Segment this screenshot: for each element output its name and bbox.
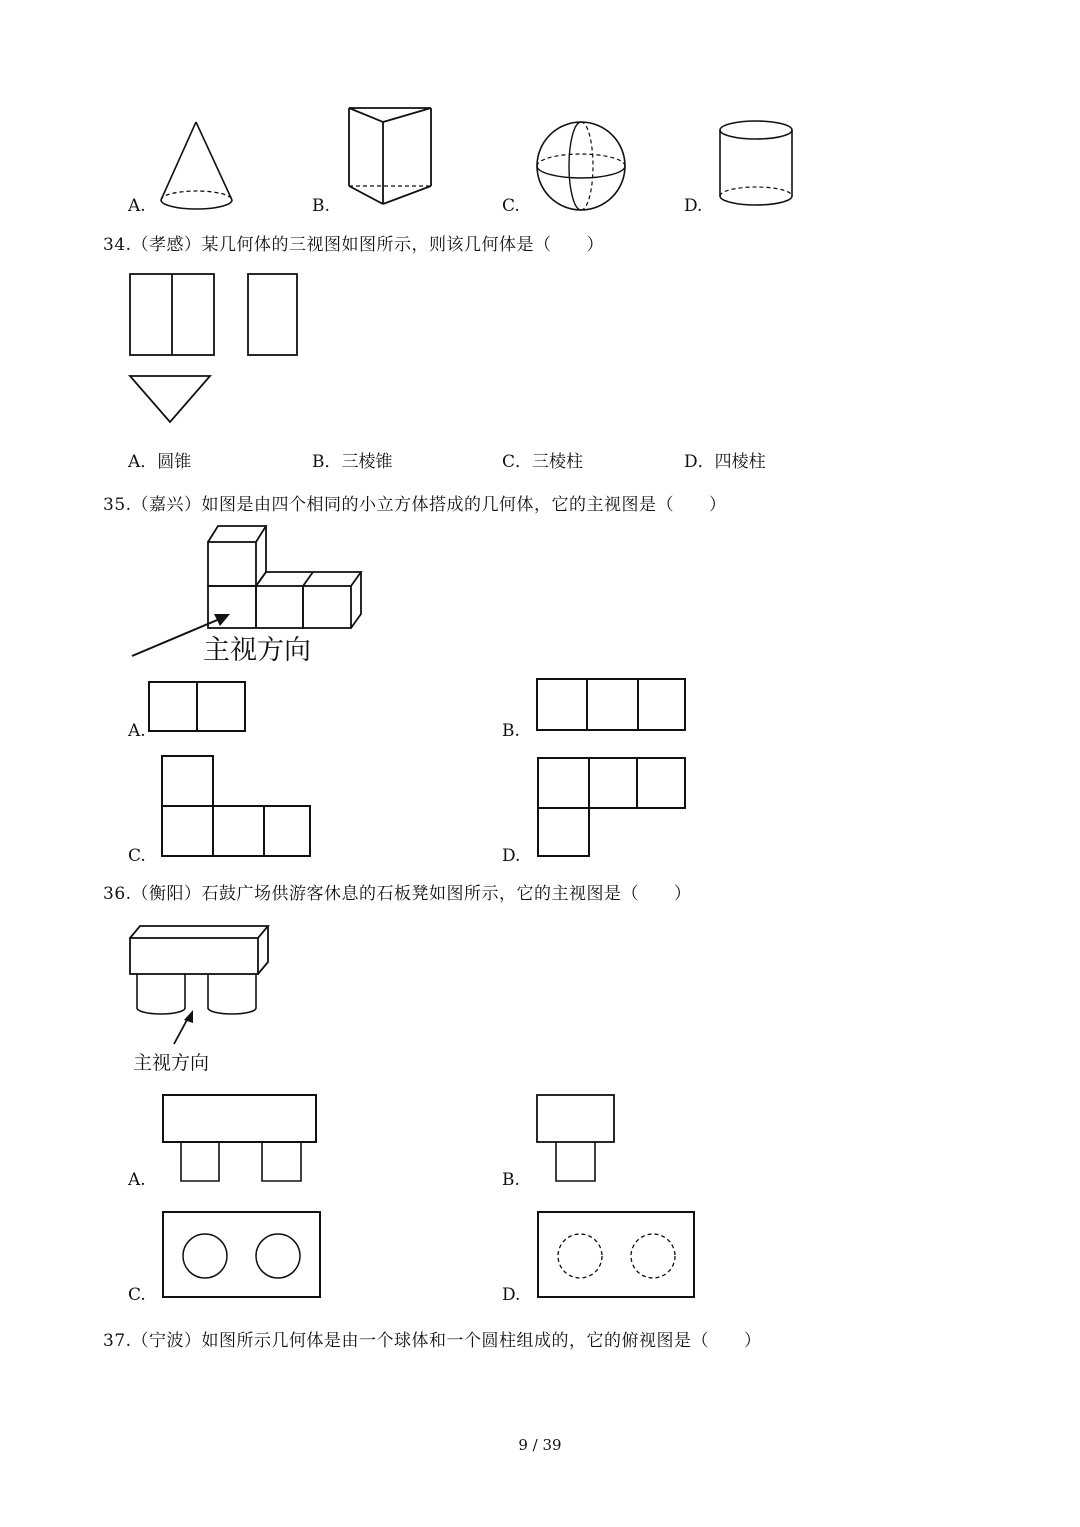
question-35-text: 35.（嘉兴）如图是由四个相同的小立方体搭成的几何体，它的主视图是（ ） <box>103 495 727 515</box>
option-a-label: A. <box>128 196 146 216</box>
option-d-label: D. <box>684 196 703 216</box>
q36-option-d-figure <box>535 1209 698 1301</box>
q34-option-c: C．三棱柱 <box>502 452 584 472</box>
option-c-label: C. <box>502 196 520 216</box>
q34-option-a: A．圆锥 <box>128 452 192 472</box>
question-36-text: 36.（衡阳）石鼓广场供游客休息的石板凳如图所示，它的主视图是（ ） <box>103 884 692 904</box>
q36-option-a-figure <box>160 1092 320 1184</box>
q36-option-c: C. <box>128 1285 146 1305</box>
q34-three-views-figure <box>124 268 308 428</box>
q36-option-a: A. <box>128 1170 146 1190</box>
q36-option-d: D. <box>502 1285 521 1305</box>
q35-option-d-figure <box>536 756 690 860</box>
q35-option-b: B. <box>502 721 520 741</box>
q35-option-a-figure <box>147 680 247 734</box>
question-34-text: 34.（孝感）某几何体的三视图如图所示，则该几何体是（ ） <box>103 235 605 255</box>
q35-option-b-figure <box>535 677 687 733</box>
q35-option-c: C. <box>128 846 146 866</box>
q36-direction-label: 主视方向 <box>133 1052 210 1074</box>
q34-option-b: B．三棱锥 <box>312 452 393 472</box>
q36-option-b: B. <box>502 1170 520 1190</box>
q35-option-a: A. <box>128 721 146 741</box>
q36-option-c-figure <box>160 1209 323 1301</box>
cylinder-icon <box>717 118 797 212</box>
page-number: 9 / 39 <box>518 1436 562 1454</box>
question-37-text: 37.（宁波）如图所示几何体是由一个球体和一个圆柱组成的，它的俯视图是（ ） <box>103 1331 762 1351</box>
q36-option-b-figure <box>534 1092 618 1184</box>
q35-option-d: D. <box>502 846 521 866</box>
q34-option-d: D．四棱柱 <box>684 452 766 472</box>
q35-option-c-figure <box>160 754 314 860</box>
sphere-icon <box>533 118 629 214</box>
cone-icon <box>158 118 238 214</box>
q36-stone-bench-figure <box>126 922 272 1050</box>
option-b-label: B. <box>312 196 330 216</box>
triangular-prism-icon <box>345 104 435 210</box>
q35-direction-label: 主视方向 <box>203 635 311 666</box>
